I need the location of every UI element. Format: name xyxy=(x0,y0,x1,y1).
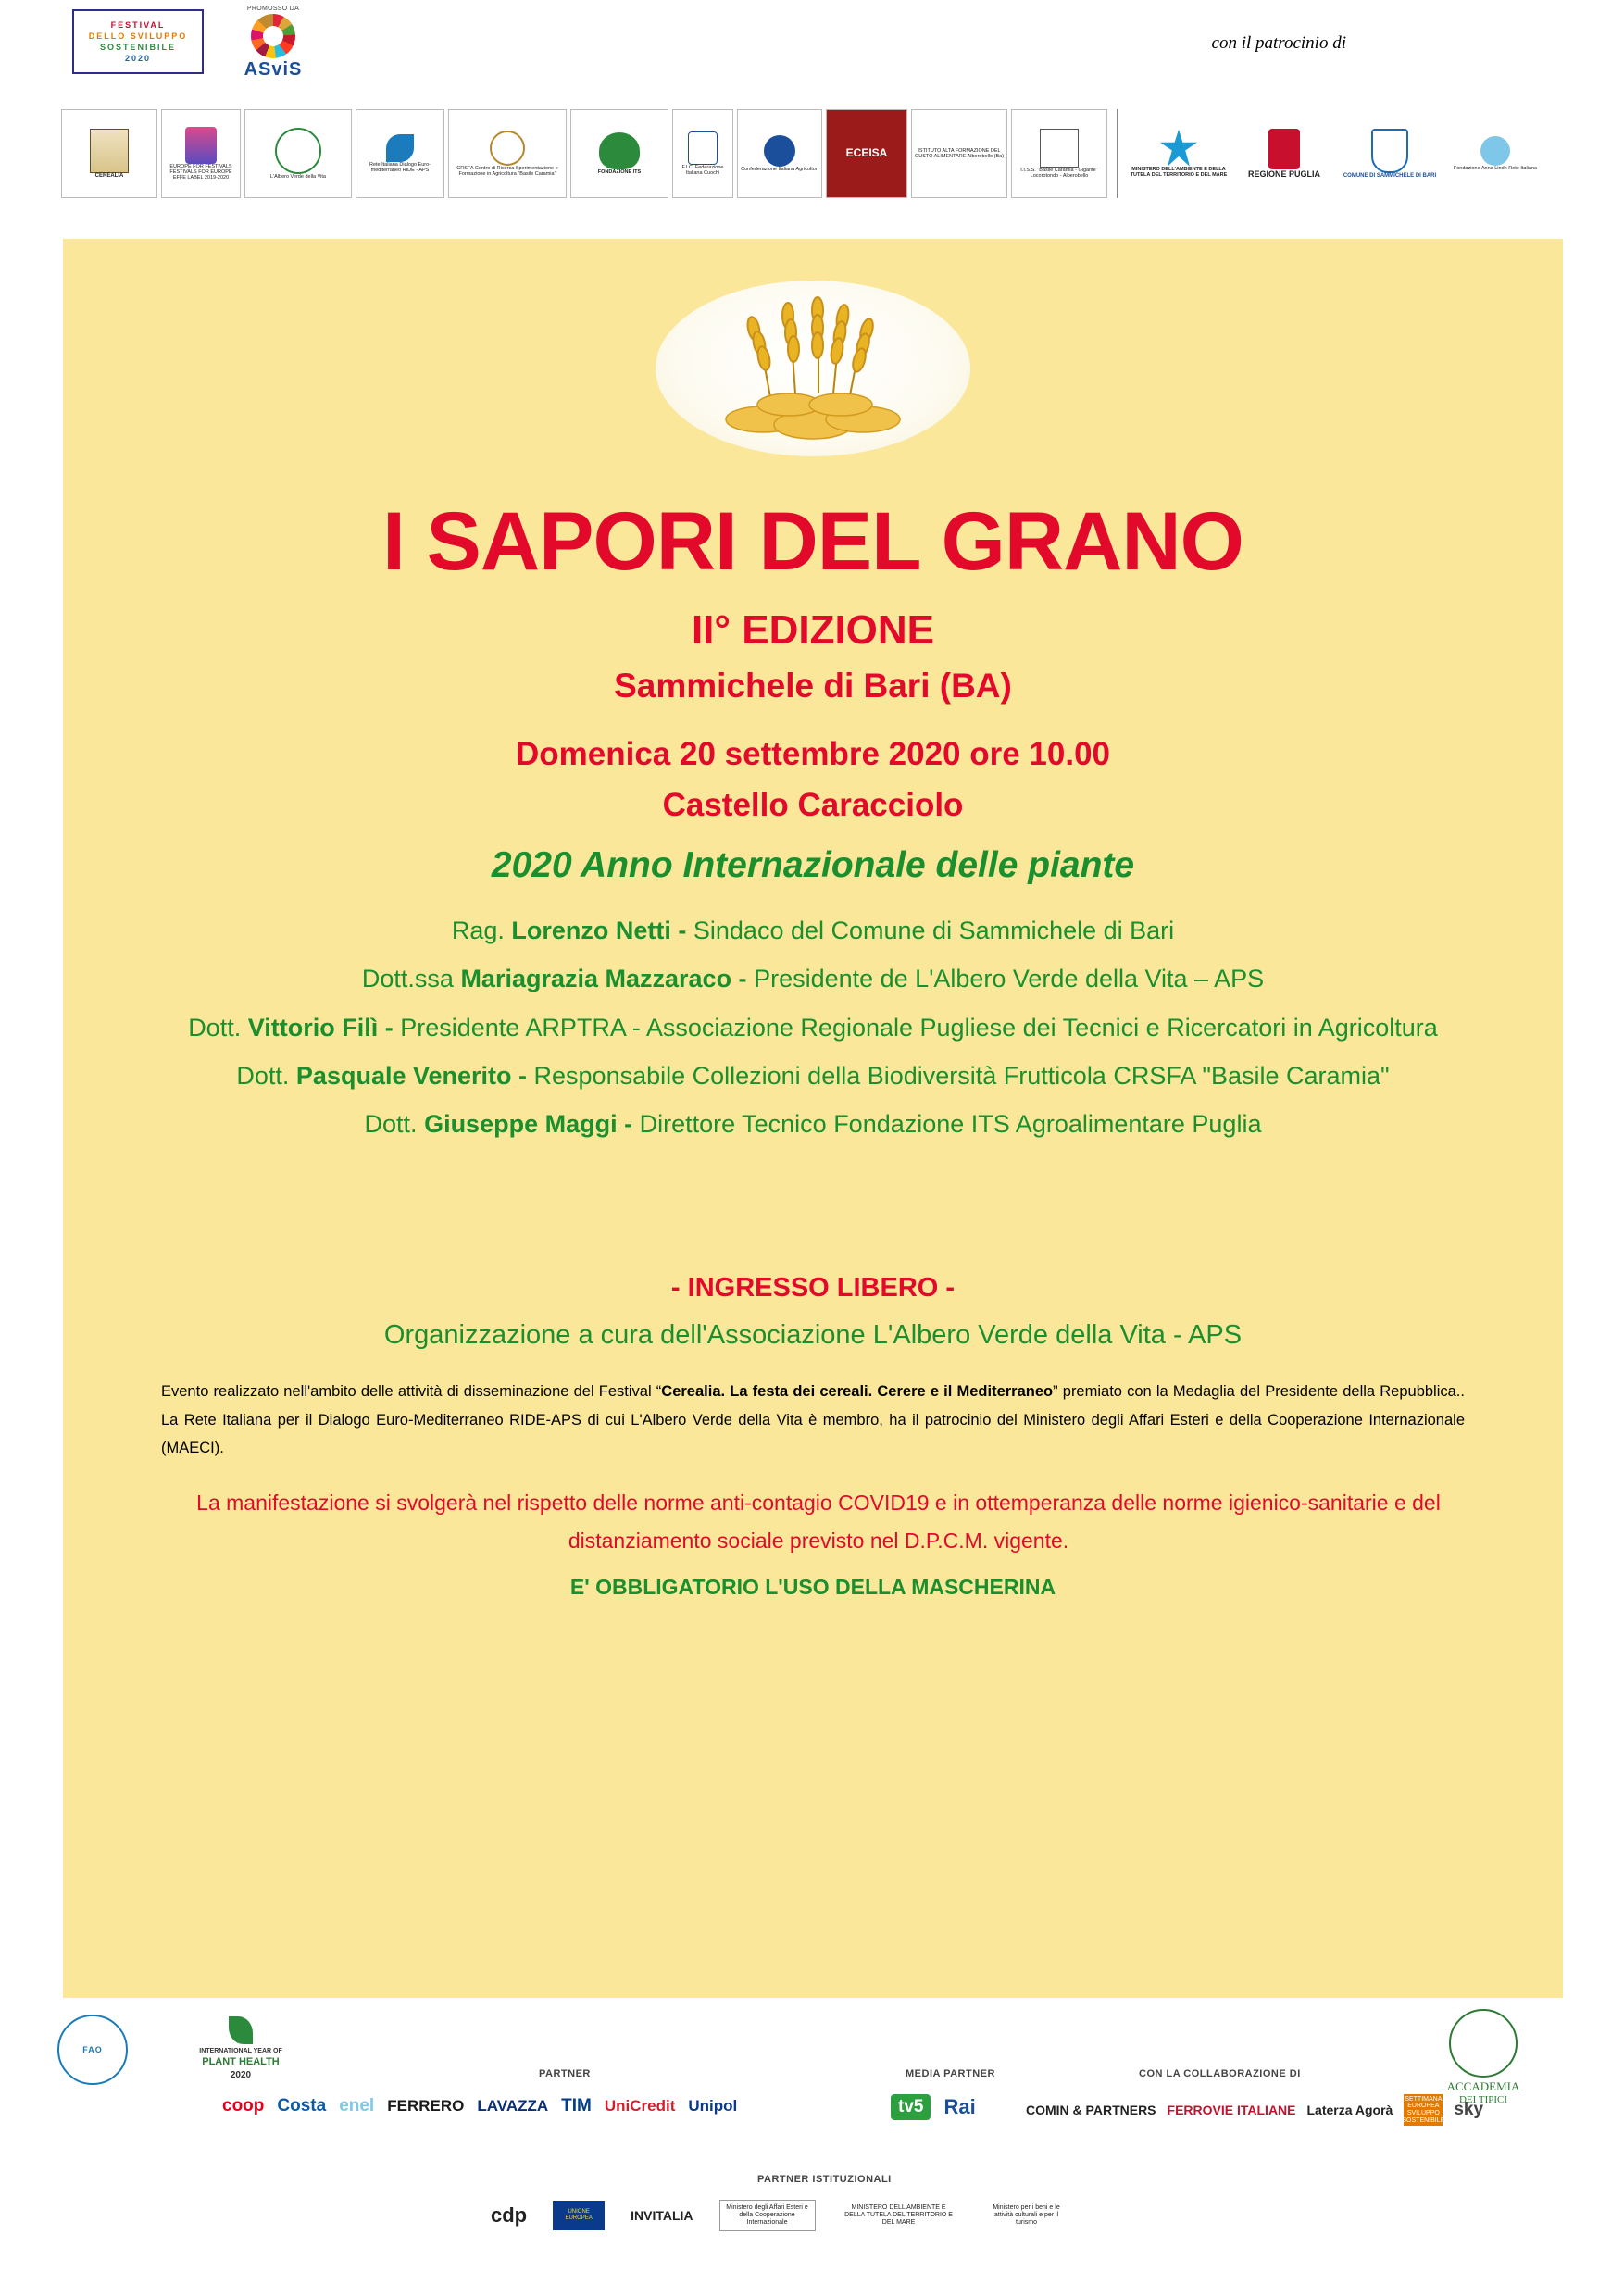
tv5-logo: tv5 xyxy=(891,2094,931,2120)
list-item xyxy=(63,1058,1563,1093)
accademia-line1: ACCADEMIA xyxy=(1446,2079,1520,2093)
iiss-basile-caramia-gigante-logo xyxy=(1011,109,1107,198)
speaker-name: Lorenzo Netti - xyxy=(511,917,687,944)
cia-logo-text: Confederazione Italiana Agricoltori xyxy=(741,166,818,172)
costa-logo: Costa xyxy=(277,2096,327,2115)
year-theme-label: 2020 Anno Internazionale delle piante xyxy=(491,845,1135,885)
institutional-partner-label: PARTNER ISTITUZIONALI xyxy=(757,2174,892,2185)
media-partner-label: MEDIA PARTNER xyxy=(906,2068,995,2079)
ministero-affari-esteri-logo: Ministero degli Affari Esteri e della Cooperazione Internazionale xyxy=(719,2200,816,2231)
festival-logo-line2: DELLO SVILUPPO xyxy=(88,31,188,41)
date-label: Domenica 20 settembre 2020 ore 10.00 xyxy=(515,736,1111,772)
speaker-role: Responsabile Collezioni della Biodiversità Frutticola CRSFA "Basile Caramia" xyxy=(527,1061,1390,1090)
list-item xyxy=(63,961,1563,996)
comin-partners-logo: COMIN & PARTNERS xyxy=(1026,2103,1156,2117)
festival-note-part1: Evento realizzato nell'ambito delle attività di disseminazione del Festival “ xyxy=(161,1383,662,1400)
istituto-alta-formazione-logo xyxy=(911,109,1007,198)
rai-logo: Rai xyxy=(943,2095,976,2118)
comune-sammichele-di-bari-logo xyxy=(1339,109,1441,198)
ministero-ambiente-logo xyxy=(1128,109,1230,198)
albero-verde-della-vita-logo xyxy=(244,109,352,198)
fao-logo xyxy=(57,2015,128,2085)
fondazione-its-logo xyxy=(570,109,668,198)
fondazione-anna-lindh-logo xyxy=(1444,109,1546,198)
festival-note xyxy=(161,1378,1465,1463)
logo-divider xyxy=(1117,109,1118,198)
institutional-partner-logos xyxy=(491,2200,1071,2231)
ferrovie-italiane-logo: FERROVIE ITALIANE xyxy=(1167,2103,1296,2117)
festival-logo-line4: 2020 xyxy=(124,54,152,64)
ministero-beni-culturali-logo: Ministero per i beni e le attività culturali e per il turismo xyxy=(982,2200,1071,2231)
cerealia-logo-text: CEREALIA xyxy=(94,172,124,179)
venue-label: Castello Caracciolo xyxy=(662,787,964,823)
regione-puglia-logo-text: REGIONE PUGLIA xyxy=(1247,168,1320,179)
asvis-wordmark: ASviS xyxy=(244,59,303,80)
albero-verde-logo-text: L'Albero Verde della Vita xyxy=(270,173,326,180)
crsfa-basile-caramia-logo xyxy=(448,109,567,198)
enel-logo: enel xyxy=(339,2096,375,2115)
fao-logo-text: FAO xyxy=(82,2045,103,2054)
bottom-sponsor-bar xyxy=(0,2002,1624,2296)
istituto-alta-formazione-logo-text: ISTITUTO ALTA FORMAZIONE DEL GUSTO ALIMENTARE Alberobello (Ba) xyxy=(914,147,1005,159)
regione-puglia-logo xyxy=(1233,109,1335,198)
festival-note-part2: ” premiato con la Medaglia del Presidente della Repubblica.. La Rete Italiana per il Dialogo Euro-Mediterraneo RIDE-APS di cui L'Albero Verde della Vita è membro, ha il patrocinio del Ministero degli Affari Esteri e della Cooperazione Internazionale (MAECI). xyxy=(161,1383,1465,1457)
organization-label: Organizzazione a cura dell'Associazione L'Albero Verde della Vita - APS xyxy=(383,1320,1243,1350)
ministero-ambiente-logo-text: MINISTERO DELL'AMBIENTE E DELLA TUTELA DEL TERRITORIO E DEL MARE xyxy=(1130,166,1228,178)
speaker-prefix: Dott.ssa xyxy=(361,965,461,993)
plant-health-line1: INTERNATIONAL YEAR OF xyxy=(199,2048,282,2054)
plant-health-line3: 2020 xyxy=(230,2070,252,2081)
page-title: I SAPORI DEL GRANO xyxy=(382,494,1243,587)
speaker-role: Presidente de L'Albero Verde della Vita – APS xyxy=(746,965,1265,993)
leaf-icon xyxy=(229,2016,253,2044)
festival-sviluppo-sostenibile-logo xyxy=(72,9,204,74)
sky-logo: sky xyxy=(1454,2100,1484,2119)
confederazione-italiana-agricoltori-logo xyxy=(737,109,822,198)
speakers-list xyxy=(63,913,1563,1155)
partner-logo-row xyxy=(61,109,1580,213)
accademia-line2: DEI TIPICI xyxy=(1458,2094,1508,2105)
list-item xyxy=(63,1010,1563,1045)
mask-note: E' OBBLIGATORIO L'USO DELLA MASCHERINA xyxy=(569,1575,1056,1599)
comune-logo-text: COMUNE DI SAMMICHELE DI BARI xyxy=(1343,172,1437,179)
europe-for-festivals-logo xyxy=(161,109,241,198)
fic-logo-text: F.I.C. Federazione Italiana Cuochi xyxy=(681,164,724,176)
media-partner-logos xyxy=(891,2094,976,2120)
sdg-wheel-icon xyxy=(251,14,295,58)
partner-label: PARTNER xyxy=(539,2068,591,2079)
settimana-europea-logo: SETTIMANA EUROPEA SVILUPPO SOSTENIBILE xyxy=(1404,2094,1443,2126)
speaker-prefix: Rag. xyxy=(451,917,512,944)
top-logo-bar xyxy=(0,0,1624,239)
ministero-ambiente-logo: MINISTERO DELL'AMBIENTE E DELLA TUTELA DEL TERRITORIO E DEL MARE xyxy=(842,2200,956,2231)
ride-aps-logo xyxy=(356,109,444,198)
speaker-name: Vittorio Filì - xyxy=(247,1013,394,1042)
european-union-logo: UNIONE EUROPEA xyxy=(553,2201,605,2230)
eceisa-logo-text: ECEISA xyxy=(845,146,888,160)
iiss-logo-text: I.I.S.S. "Basile Caramia - Gigante" Locorotondo - Alberobello xyxy=(1020,167,1098,179)
cdp-logo: cdp xyxy=(491,2203,528,2227)
speaker-prefix: Dott. xyxy=(364,1110,425,1139)
speaker-role: Sindaco del Comune di Sammichele di Bari xyxy=(686,917,1175,944)
wheat-icon xyxy=(674,290,952,447)
covid-note: La manifestazione si svolgerà nel rispetto delle norme anti-contagio COVID19 e in ottemperanza delle norme igienico-sanitarie e del distanziamento sociale previsto nel D.P.C.M. vigente. xyxy=(196,1491,1441,1554)
speaker-prefix: Dott. xyxy=(188,1013,248,1042)
anna-lindh-logo-text: Fondazione Anna Lindh Rete Italiana xyxy=(1453,165,1538,171)
invitalia-logo: INVITALIA xyxy=(631,2208,693,2223)
speaker-role: Presidente ARPTRA - Associazione Regionale Pugliese dei Tecnici e Ricercatori in Agricoltura xyxy=(393,1013,1438,1042)
lavazza-logo: LAVAZZA xyxy=(477,2097,549,2115)
unipol-logo: Unipol xyxy=(688,2097,738,2115)
asvis-logo xyxy=(218,6,329,81)
plant-health-line2: PLANT HEALTH xyxy=(202,2056,280,2068)
list-item xyxy=(63,1106,1563,1142)
poster-panel xyxy=(63,239,1563,1998)
accademia-dei-tipici-logo xyxy=(1409,2009,1557,2105)
tim-logo: TIM xyxy=(561,2096,592,2115)
ride-aps-logo-text: Rete Italiana Dialogo Euro-mediterraneo RIDE - APS xyxy=(369,161,431,173)
edition-label: II° EDIZIONE xyxy=(691,607,935,653)
fic-logo xyxy=(672,109,733,198)
speaker-name: Giuseppe Maggi - xyxy=(424,1110,633,1139)
europe-for-festivals-logo-text: EUROPE FOR FESTIVALS FESTIVALS FOR EUROPE EFFE LABEL 2019-2020 xyxy=(169,163,232,181)
speaker-prefix: Dott. xyxy=(236,1061,296,1090)
international-year-plant-health-logo xyxy=(190,2016,292,2082)
crsfa-logo-text: CRSFA Centro di Ricerca Sperimentazione e Formazione in Agricoltura "Basile Caramia" xyxy=(456,165,558,177)
laterza-agora-logo: Laterza Agorà xyxy=(1306,2103,1393,2117)
speaker-name: Pasquale Venerito - xyxy=(295,1061,528,1090)
place-label: Sammichele di Bari (BA) xyxy=(614,667,1012,705)
unicredit-logo: UniCredit xyxy=(604,2097,676,2115)
wheat-and-bread-illustration xyxy=(656,281,970,456)
collaborator-logos xyxy=(1026,2094,1483,2126)
ferrero-logo: FERRERO xyxy=(387,2097,465,2115)
speaker-role: Direttore Tecnico Fondazione ITS Agroalimentare Puglia xyxy=(632,1110,1262,1139)
list-item xyxy=(63,913,1563,948)
fondazione-its-logo-text: FONDAZIONE ITS xyxy=(597,168,642,175)
festival-logo-line1: FESTIVAL xyxy=(110,19,166,30)
speaker-name: Mariagrazia Mazzaraco - xyxy=(460,965,747,993)
patrocinio-label: con il patrocinio di xyxy=(1211,33,1346,53)
collaboration-label: CON LA COLLABORAZIONE DI xyxy=(1139,2068,1301,2079)
partner-logos xyxy=(222,2096,737,2116)
eceisa-logo xyxy=(826,109,907,198)
coop-logo: coop xyxy=(222,2096,265,2115)
cerealia-logo xyxy=(61,109,157,198)
free-entry-label: - INGRESSO LIBERO - xyxy=(670,1273,956,1303)
promosso-da-label: PROMOSSO DA xyxy=(246,6,300,12)
festival-logo-line3: SOSTENIBILE xyxy=(99,43,176,52)
festival-note-bold: Cerealia. La festa dei cereali. Cerere e il Mediterraneo xyxy=(661,1383,1054,1400)
accademia-emblem-icon xyxy=(1449,2009,1518,2078)
